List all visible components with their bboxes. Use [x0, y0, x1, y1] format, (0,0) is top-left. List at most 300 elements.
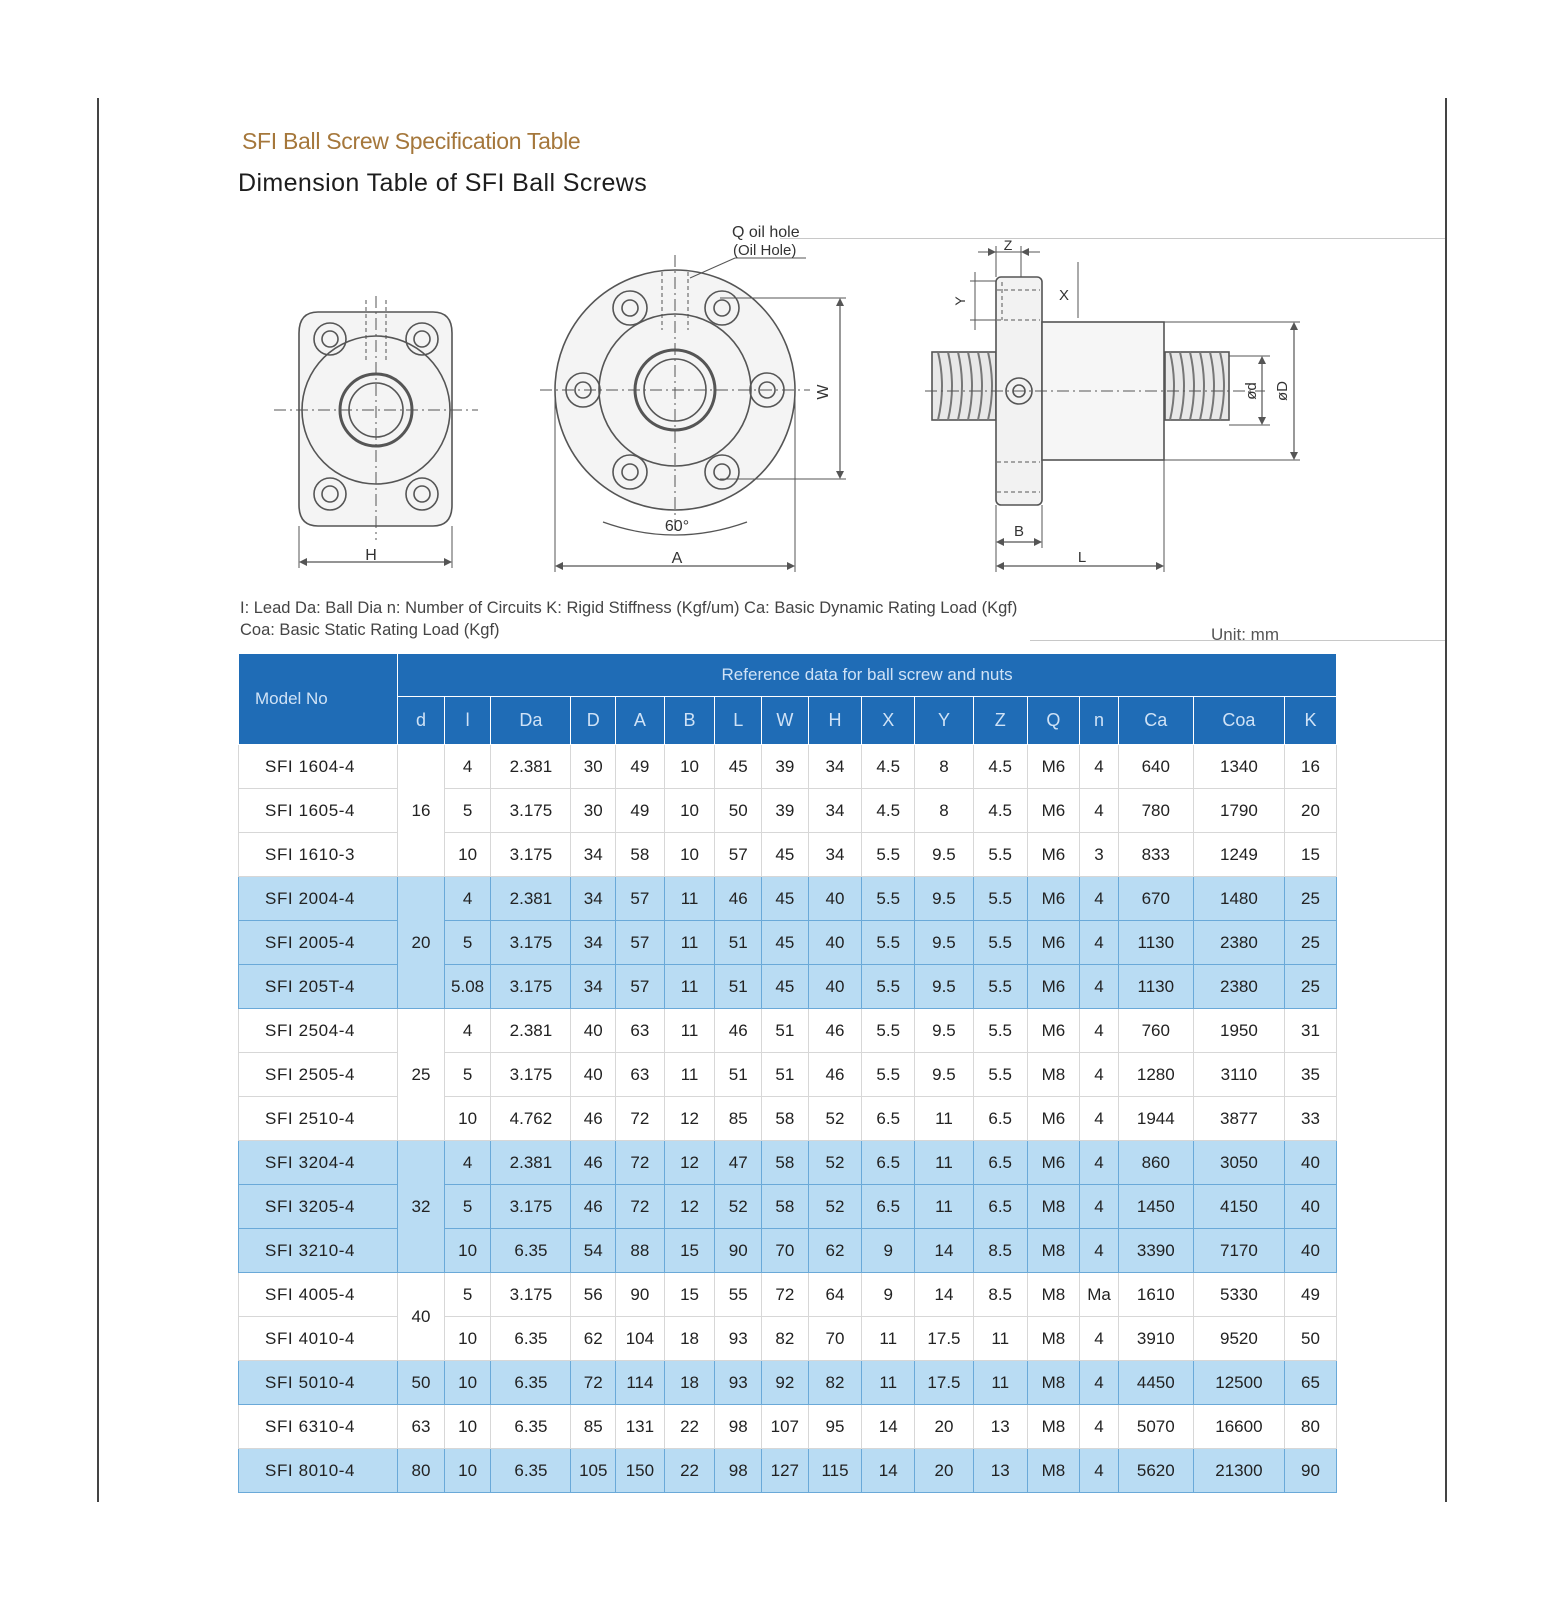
- value-cell-y: 8: [915, 745, 974, 789]
- shaft-diameter-cell: 80: [398, 1449, 445, 1493]
- value-cell-l: 5: [444, 921, 491, 965]
- value-cell-h: 64: [808, 1273, 862, 1317]
- value-cell-a: 104: [616, 1317, 665, 1361]
- value-cell-q: M8: [1027, 1185, 1080, 1229]
- value-cell-x: 9: [862, 1229, 915, 1273]
- value-cell-coa: 3050: [1193, 1141, 1284, 1185]
- value-cell-da: 2.381: [491, 745, 571, 789]
- value-cell-q: M6: [1027, 877, 1080, 921]
- value-cell-k: 25: [1285, 965, 1337, 1009]
- value-cell-n: 4: [1080, 1229, 1119, 1273]
- value-cell-b: 18: [664, 1317, 715, 1361]
- value-cell-q: M6: [1027, 1009, 1080, 1053]
- value-cell-h: 52: [808, 1141, 862, 1185]
- value-cell-l: 93: [715, 1317, 762, 1361]
- value-cell-x: 6.5: [862, 1097, 915, 1141]
- value-cell-w: 45: [762, 921, 809, 965]
- value-cell-b: 11: [664, 877, 715, 921]
- value-cell-h: 40: [808, 965, 862, 1009]
- value-cell-w: 58: [762, 1185, 809, 1229]
- value-cell-x: 5.5: [862, 965, 915, 1009]
- value-cell-a: 58: [616, 833, 665, 877]
- value-cell-w: 72: [762, 1273, 809, 1317]
- value-cell-k: 15: [1285, 833, 1337, 877]
- value-cell-coa: 1790: [1193, 789, 1284, 833]
- value-cell-z: 5.5: [973, 965, 1027, 1009]
- value-cell-b: 11: [664, 921, 715, 965]
- value-cell-z: 4.5: [973, 789, 1027, 833]
- column-header-k: K: [1285, 697, 1337, 745]
- value-cell-l: 10: [444, 1405, 491, 1449]
- value-cell-h: 40: [808, 921, 862, 965]
- value-cell-l: 46: [715, 1009, 762, 1053]
- table-row: [239, 1141, 1337, 1185]
- value-cell-ca: 833: [1118, 833, 1193, 877]
- value-cell-x: 9: [862, 1273, 915, 1317]
- value-cell-w: 51: [762, 1053, 809, 1097]
- value-cell-w: 70: [762, 1229, 809, 1273]
- value-cell-n: 4: [1080, 921, 1119, 965]
- value-cell-z: 8.5: [973, 1229, 1027, 1273]
- value-cell-l: 98: [715, 1405, 762, 1449]
- value-cell-da: 6.35: [491, 1229, 571, 1273]
- value-cell-n: 4: [1080, 1185, 1119, 1229]
- value-cell-y: 9.5: [915, 833, 974, 877]
- value-cell-x: 6.5: [862, 1185, 915, 1229]
- column-header-ca: Ca: [1118, 697, 1193, 745]
- value-cell-b: 12: [664, 1185, 715, 1229]
- value-cell-a: 90: [616, 1273, 665, 1317]
- value-cell-a: 131: [616, 1405, 665, 1449]
- value-cell-h: 52: [808, 1185, 862, 1229]
- value-cell-x: 5.5: [862, 833, 915, 877]
- model-cell: SFI 2510-4: [239, 1097, 398, 1141]
- value-cell-b: 22: [664, 1449, 715, 1493]
- value-cell-x: 11: [862, 1317, 915, 1361]
- value-cell-a: 88: [616, 1229, 665, 1273]
- value-cell-d: 34: [571, 877, 616, 921]
- value-cell-z: 6.5: [973, 1097, 1027, 1141]
- column-header-w: W: [762, 697, 809, 745]
- value-cell-n: 4: [1080, 1009, 1119, 1053]
- value-cell-ca: 5620: [1118, 1449, 1193, 1493]
- oil-hole-sublabel: (Oil Hole): [733, 242, 797, 259]
- value-cell-w: 82: [762, 1317, 809, 1361]
- value-cell-h: 46: [808, 1053, 862, 1097]
- value-cell-l: 47: [715, 1141, 762, 1185]
- value-cell-da: 3.175: [491, 1053, 571, 1097]
- value-cell-coa: 4150: [1193, 1185, 1284, 1229]
- value-cell-coa: 16600: [1193, 1405, 1284, 1449]
- shaft-diameter-cell: 50: [398, 1361, 445, 1405]
- value-cell-z: 13: [973, 1449, 1027, 1493]
- nut-side-view-drawing: [925, 246, 1300, 572]
- value-cell-da: 3.175: [491, 1185, 571, 1229]
- value-cell-l: 90: [715, 1229, 762, 1273]
- value-cell-d: 30: [571, 745, 616, 789]
- value-cell-da: 3.175: [491, 789, 571, 833]
- value-cell-a: 72: [616, 1097, 665, 1141]
- value-cell-da: 6.35: [491, 1449, 571, 1493]
- value-cell-n: Ma: [1080, 1273, 1119, 1317]
- value-cell-coa: 1340: [1193, 745, 1284, 789]
- value-cell-x: 5.5: [862, 1053, 915, 1097]
- value-cell-z: 5.5: [973, 833, 1027, 877]
- column-header-b: B: [664, 697, 715, 745]
- model-cell: SFI 1604-4: [239, 745, 398, 789]
- model-no-header: Model No: [239, 654, 398, 745]
- value-cell-l: 51: [715, 1053, 762, 1097]
- value-cell-l: 45: [715, 745, 762, 789]
- value-cell-l: 10: [444, 1361, 491, 1405]
- value-cell-y: 9.5: [915, 965, 974, 1009]
- value-cell-x: 6.5: [862, 1141, 915, 1185]
- value-cell-d: 46: [571, 1185, 616, 1229]
- value-cell-h: 62: [808, 1229, 862, 1273]
- value-cell-w: 58: [762, 1141, 809, 1185]
- column-header-z: Z: [973, 697, 1027, 745]
- value-cell-n: 4: [1080, 1317, 1119, 1361]
- value-cell-k: 40: [1285, 1141, 1337, 1185]
- model-cell: SFI 3210-4: [239, 1229, 398, 1273]
- value-cell-n: 4: [1080, 965, 1119, 1009]
- value-cell-k: 35: [1285, 1053, 1337, 1097]
- model-cell: SFI 205T-4: [239, 965, 398, 1009]
- table-row: [239, 1273, 1337, 1317]
- value-cell-ca: 640: [1118, 745, 1193, 789]
- value-cell-b: 11: [664, 1053, 715, 1097]
- column-header-y: Y: [915, 697, 974, 745]
- value-cell-b: 15: [664, 1273, 715, 1317]
- value-cell-y: 8: [915, 789, 974, 833]
- value-cell-da: 2.381: [491, 1141, 571, 1185]
- value-cell-k: 80: [1285, 1405, 1337, 1449]
- value-cell-y: 20: [915, 1405, 974, 1449]
- value-cell-k: 90: [1285, 1449, 1337, 1493]
- value-cell-h: 34: [808, 833, 862, 877]
- value-cell-y: 9.5: [915, 1053, 974, 1097]
- dim-label-small-d: ød: [1243, 382, 1260, 400]
- value-cell-ca: 1130: [1118, 921, 1193, 965]
- value-cell-x: 5.5: [862, 921, 915, 965]
- column-header-da: Da: [491, 697, 571, 745]
- value-cell-w: 45: [762, 877, 809, 921]
- value-cell-y: 9.5: [915, 877, 974, 921]
- value-cell-x: 4.5: [862, 789, 915, 833]
- table-row: [239, 745, 1337, 789]
- value-cell-w: 127: [762, 1449, 809, 1493]
- value-cell-h: 115: [808, 1449, 862, 1493]
- value-cell-da: 2.381: [491, 1009, 571, 1053]
- value-cell-coa: 12500: [1193, 1361, 1284, 1405]
- value-cell-da: 2.381: [491, 877, 571, 921]
- column-header-coa: Coa: [1193, 697, 1284, 745]
- value-cell-k: 25: [1285, 877, 1337, 921]
- value-cell-b: 12: [664, 1141, 715, 1185]
- value-cell-y: 9.5: [915, 921, 974, 965]
- model-cell: SFI 6310-4: [239, 1405, 398, 1449]
- value-cell-z: 6.5: [973, 1185, 1027, 1229]
- value-cell-z: 11: [973, 1317, 1027, 1361]
- technical-drawings: [0, 0, 1549, 600]
- value-cell-ca: 860: [1118, 1141, 1193, 1185]
- value-cell-q: M6: [1027, 921, 1080, 965]
- value-cell-coa: 3877: [1193, 1097, 1284, 1141]
- value-cell-q: M8: [1027, 1053, 1080, 1097]
- value-cell-h: 70: [808, 1317, 862, 1361]
- value-cell-d: 34: [571, 965, 616, 1009]
- value-cell-k: 50: [1285, 1317, 1337, 1361]
- value-cell-ca: 670: [1118, 877, 1193, 921]
- value-cell-n: 4: [1080, 1053, 1119, 1097]
- dim-label-l: L: [1077, 549, 1087, 566]
- value-cell-ca: 3390: [1118, 1229, 1193, 1273]
- value-cell-w: 92: [762, 1361, 809, 1405]
- value-cell-l: 4: [444, 1141, 491, 1185]
- value-cell-q: M8: [1027, 1229, 1080, 1273]
- value-cell-ca: 1450: [1118, 1185, 1193, 1229]
- shaft-diameter-cell: 40: [398, 1273, 445, 1361]
- value-cell-da: 6.35: [491, 1317, 571, 1361]
- value-cell-w: 51: [762, 1009, 809, 1053]
- flange-front-view-drawing: [274, 296, 478, 568]
- dim-label-b: B: [1013, 523, 1025, 540]
- value-cell-h: 40: [808, 877, 862, 921]
- value-cell-n: 4: [1080, 745, 1119, 789]
- value-cell-ca: 1944: [1118, 1097, 1193, 1141]
- value-cell-ca: 1130: [1118, 965, 1193, 1009]
- dim-label-y: Y: [952, 296, 968, 306]
- value-cell-w: 45: [762, 833, 809, 877]
- column-header-d: D: [571, 697, 616, 745]
- value-cell-z: 5.5: [973, 921, 1027, 965]
- value-cell-z: 8.5: [973, 1273, 1027, 1317]
- model-cell: SFI 2505-4: [239, 1053, 398, 1097]
- value-cell-ca: 1610: [1118, 1273, 1193, 1317]
- value-cell-coa: 2380: [1193, 921, 1284, 965]
- value-cell-x: 14: [862, 1449, 915, 1493]
- value-cell-z: 5.5: [973, 1009, 1027, 1053]
- value-cell-q: M6: [1027, 833, 1080, 877]
- value-cell-b: 18: [664, 1361, 715, 1405]
- value-cell-d: 46: [571, 1141, 616, 1185]
- value-cell-l: 57: [715, 833, 762, 877]
- shaft-diameter-cell: 63: [398, 1405, 445, 1449]
- dim-label-h: H: [365, 547, 377, 564]
- value-cell-l: 51: [715, 921, 762, 965]
- value-cell-a: 49: [616, 789, 665, 833]
- value-cell-w: 107: [762, 1405, 809, 1449]
- value-cell-x: 4.5: [862, 745, 915, 789]
- value-cell-l: 46: [715, 877, 762, 921]
- value-cell-b: 12: [664, 1097, 715, 1141]
- value-cell-l: 10: [444, 833, 491, 877]
- value-cell-x: 11: [862, 1361, 915, 1405]
- value-cell-z: 13: [973, 1405, 1027, 1449]
- value-cell-n: 4: [1080, 1449, 1119, 1493]
- value-cell-a: 57: [616, 921, 665, 965]
- value-cell-l: 5.08: [444, 965, 491, 1009]
- angle-label: 60°: [664, 518, 690, 535]
- value-cell-q: M8: [1027, 1273, 1080, 1317]
- shaft-diameter-cell: 20: [398, 877, 445, 1009]
- value-cell-a: 63: [616, 1009, 665, 1053]
- value-cell-z: 6.5: [973, 1141, 1027, 1185]
- value-cell-coa: 3110: [1193, 1053, 1284, 1097]
- value-cell-z: 4.5: [973, 745, 1027, 789]
- value-cell-h: 82: [808, 1361, 862, 1405]
- value-cell-l: 51: [715, 965, 762, 1009]
- value-cell-l: 5: [444, 1053, 491, 1097]
- value-cell-coa: 1950: [1193, 1009, 1284, 1053]
- value-cell-y: 11: [915, 1141, 974, 1185]
- model-cell: SFI 2504-4: [239, 1009, 398, 1053]
- value-cell-da: 3.175: [491, 921, 571, 965]
- abbreviation-legend: I: Lead Da: Ball Dia n: Number of Circuits K: Rigid Stiffness (Kgf/um) Ca: Basic Dynamic Rating Load (Kgf) Coa: Basic Static Rating Load (Kgf): [240, 599, 1018, 639]
- column-header-x: X: [862, 697, 915, 745]
- value-cell-d: 30: [571, 789, 616, 833]
- table-row: [239, 1405, 1337, 1449]
- value-cell-coa: 9520: [1193, 1317, 1284, 1361]
- value-cell-d: 34: [571, 921, 616, 965]
- value-cell-l: 98: [715, 1449, 762, 1493]
- column-header-h: H: [808, 697, 862, 745]
- dim-label-z: Z: [1003, 237, 1013, 253]
- value-cell-l: 52: [715, 1185, 762, 1229]
- value-cell-l: 4: [444, 877, 491, 921]
- value-cell-n: 4: [1080, 1361, 1119, 1405]
- value-cell-n: 4: [1080, 877, 1119, 921]
- value-cell-n: 4: [1080, 1097, 1119, 1141]
- value-cell-y: 17.5: [915, 1361, 974, 1405]
- value-cell-w: 45: [762, 965, 809, 1009]
- value-cell-n: 4: [1080, 1141, 1119, 1185]
- model-cell: SFI 4010-4: [239, 1317, 398, 1361]
- value-cell-y: 14: [915, 1273, 974, 1317]
- table-row: [239, 1449, 1337, 1493]
- value-cell-n: 4: [1080, 789, 1119, 833]
- value-cell-n: 4: [1080, 1405, 1119, 1449]
- model-cell: SFI 2004-4: [239, 877, 398, 921]
- value-cell-k: 31: [1285, 1009, 1337, 1053]
- value-cell-l: 55: [715, 1273, 762, 1317]
- model-cell: SFI 1605-4: [239, 789, 398, 833]
- value-cell-a: 57: [616, 877, 665, 921]
- value-cell-d: 85: [571, 1405, 616, 1449]
- value-cell-z: 11: [973, 1361, 1027, 1405]
- value-cell-k: 16: [1285, 745, 1337, 789]
- model-cell: SFI 8010-4: [239, 1449, 398, 1493]
- value-cell-a: 72: [616, 1185, 665, 1229]
- value-cell-a: 63: [616, 1053, 665, 1097]
- value-cell-a: 49: [616, 745, 665, 789]
- value-cell-l: 4: [444, 1009, 491, 1053]
- value-cell-h: 34: [808, 789, 862, 833]
- value-cell-l: 93: [715, 1361, 762, 1405]
- value-cell-ca: 760: [1118, 1009, 1193, 1053]
- value-cell-b: 11: [664, 1009, 715, 1053]
- value-cell-b: 10: [664, 833, 715, 877]
- value-cell-q: M6: [1027, 1141, 1080, 1185]
- value-cell-z: 5.5: [973, 1053, 1027, 1097]
- value-cell-a: 72: [616, 1141, 665, 1185]
- value-cell-h: 46: [808, 1009, 862, 1053]
- value-cell-ca: 5070: [1118, 1405, 1193, 1449]
- value-cell-q: M8: [1027, 1449, 1080, 1493]
- value-cell-d: 34: [571, 833, 616, 877]
- value-cell-ca: 4450: [1118, 1361, 1193, 1405]
- value-cell-da: 3.175: [491, 833, 571, 877]
- value-cell-w: 39: [762, 789, 809, 833]
- value-cell-w: 58: [762, 1097, 809, 1141]
- value-cell-q: M8: [1027, 1317, 1080, 1361]
- dim-label-a: A: [671, 550, 683, 567]
- value-cell-h: 95: [808, 1405, 862, 1449]
- spec-supertitle: SFI Ball Screw Specification Table: [242, 128, 581, 154]
- value-cell-k: 20: [1285, 789, 1337, 833]
- table-row: [239, 1009, 1337, 1053]
- column-header-q: Q: [1027, 697, 1080, 745]
- value-cell-l: 85: [715, 1097, 762, 1141]
- value-cell-d: 46: [571, 1097, 616, 1141]
- value-cell-l: 5: [444, 1185, 491, 1229]
- column-header-d: d: [398, 697, 445, 745]
- value-cell-d: 72: [571, 1361, 616, 1405]
- model-cell: SFI 5010-4: [239, 1361, 398, 1405]
- shaft-diameter-cell: 25: [398, 1009, 445, 1141]
- value-cell-ca: 780: [1118, 789, 1193, 833]
- value-cell-a: 150: [616, 1449, 665, 1493]
- value-cell-l: 5: [444, 1273, 491, 1317]
- value-cell-d: 56: [571, 1273, 616, 1317]
- value-cell-a: 57: [616, 965, 665, 1009]
- value-cell-coa: 1480: [1193, 877, 1284, 921]
- value-cell-ca: 1280: [1118, 1053, 1193, 1097]
- value-cell-k: 40: [1285, 1229, 1337, 1273]
- oil-hole-label: Q oil hole: [732, 224, 800, 241]
- value-cell-k: 40: [1285, 1185, 1337, 1229]
- dim-label-x: X: [1058, 287, 1070, 304]
- value-cell-y: 11: [915, 1097, 974, 1141]
- value-cell-n: 3: [1080, 833, 1119, 877]
- value-cell-k: 25: [1285, 921, 1337, 965]
- value-cell-k: 65: [1285, 1361, 1337, 1405]
- column-header-a: A: [616, 697, 665, 745]
- value-cell-y: 9.5: [915, 1009, 974, 1053]
- value-cell-l: 5: [444, 789, 491, 833]
- shaft-diameter-cell: 16: [398, 745, 445, 877]
- value-cell-d: 40: [571, 1053, 616, 1097]
- value-cell-coa: 2380: [1193, 965, 1284, 1009]
- model-cell: SFI 3205-4: [239, 1185, 398, 1229]
- value-cell-d: 105: [571, 1449, 616, 1493]
- value-cell-b: 11: [664, 965, 715, 1009]
- column-header-l: l: [444, 697, 491, 745]
- value-cell-b: 15: [664, 1229, 715, 1273]
- table-row: [239, 877, 1337, 921]
- value-cell-da: 3.175: [491, 965, 571, 1009]
- value-cell-q: M8: [1027, 1361, 1080, 1405]
- model-cell: SFI 4005-4: [239, 1273, 398, 1317]
- value-cell-l: 10: [444, 1449, 491, 1493]
- shaft-diameter-cell: 32: [398, 1141, 445, 1273]
- value-cell-x: 14: [862, 1405, 915, 1449]
- value-cell-l: 10: [444, 1317, 491, 1361]
- value-cell-q: M6: [1027, 965, 1080, 1009]
- page-title: Dimension Table of SFI Ball Screws: [238, 169, 648, 197]
- table-row: [239, 1361, 1337, 1405]
- value-cell-h: 52: [808, 1097, 862, 1141]
